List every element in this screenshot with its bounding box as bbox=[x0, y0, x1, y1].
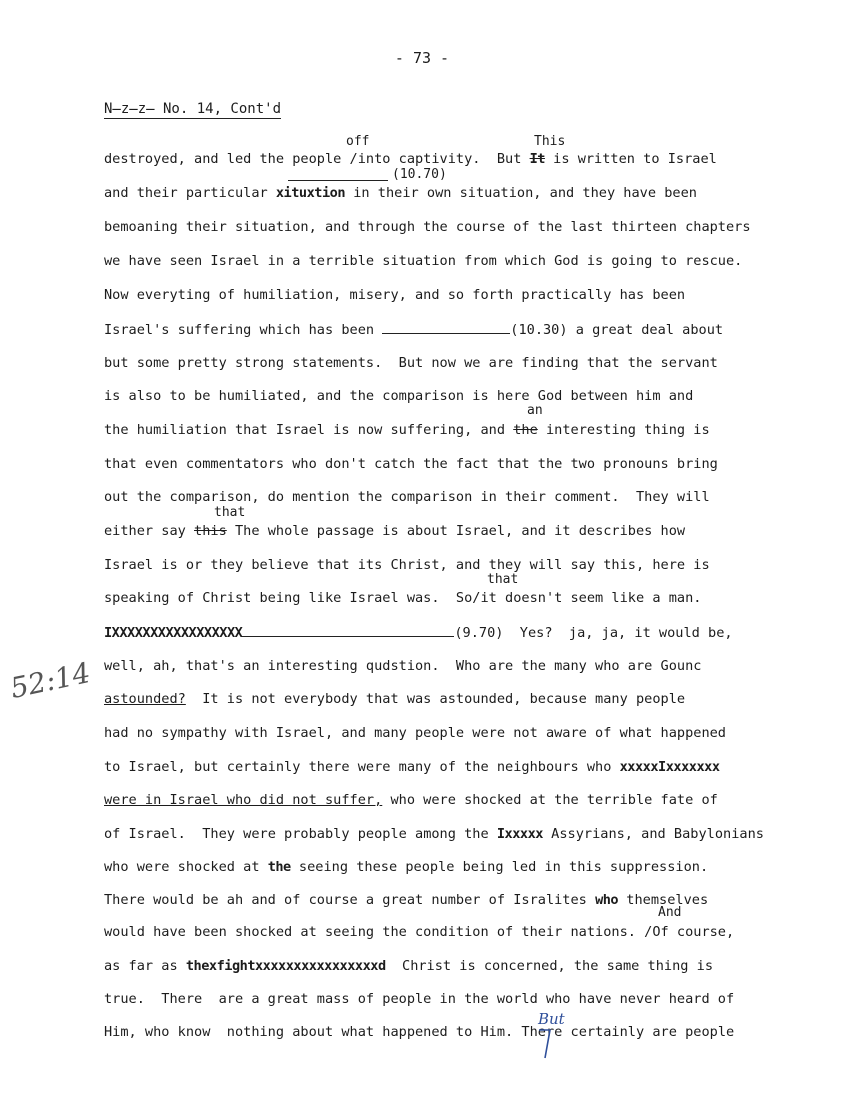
text-segment: It is not everybody that was astounded, because many people bbox=[185, 691, 686, 707]
text-segment: is written to Israel bbox=[544, 151, 717, 167]
text-segment: and their particular bbox=[104, 185, 276, 201]
text-segment: seeing these people being led in this suppression. bbox=[290, 859, 709, 875]
struck-text: thexfightxxxxxxxxxxxxxxxxd bbox=[185, 958, 386, 974]
insertion-that-2: that bbox=[487, 572, 519, 587]
underlined-text: astounded? bbox=[104, 691, 186, 707]
text-line-2 bbox=[104, 185, 697, 201]
text-segment: who were shocked at bbox=[104, 859, 268, 875]
text-segment: There certainly are people bbox=[513, 1024, 735, 1040]
reference-number: (9.70) bbox=[454, 625, 504, 641]
text-line-23 bbox=[104, 892, 708, 908]
text-line-1 bbox=[104, 151, 717, 167]
text-line-20 bbox=[104, 792, 718, 808]
text-segment: destroyed, and led the people /into captivity. But bbox=[104, 151, 530, 167]
struck-text: IXXXXXXXXXXXXXXXXX bbox=[104, 625, 243, 641]
text-segment: Israel's suffering which has been bbox=[104, 322, 383, 338]
text-line-9 bbox=[104, 422, 710, 438]
text-line-5: Now everyting of humiliation, misery, and so forth practically has been bbox=[104, 287, 686, 303]
struck-text: It bbox=[529, 151, 545, 167]
insertion-this: This bbox=[534, 134, 566, 149]
text-line-15 bbox=[104, 624, 733, 641]
margin-reference-note: 52:14 bbox=[7, 655, 94, 706]
text-segment: There would be ah and of course a great number of Isralites bbox=[104, 892, 596, 908]
text-line-10: that even commentators who don't catch the fact that the two pronouns bring bbox=[104, 456, 718, 472]
text-segment: Him, who know nothing about what happened to Him. bbox=[104, 1024, 514, 1040]
text-segment: themselves bbox=[618, 892, 709, 908]
text-line-24: would have been shocked at seeing the condition of their nations. /Of course, bbox=[104, 924, 735, 940]
text-line-16: well, ah, that's an interesting qudstion. Who are the many who are Gounc bbox=[104, 658, 702, 674]
text-line-11: out the comparison, do mention the comparison in their comment. They will bbox=[104, 489, 710, 505]
blank-line bbox=[242, 624, 454, 637]
struck-text: Ixxxxx bbox=[496, 826, 543, 842]
text-segment: either say bbox=[104, 523, 195, 539]
blank-line-10-70 bbox=[288, 180, 388, 181]
text-line-8: is also to be humiliated, and the comparison is here God between him and bbox=[104, 388, 694, 404]
struck-text: this bbox=[194, 523, 227, 539]
text-line-21 bbox=[104, 826, 764, 842]
text-line-3: bemoaning their situation, and through the course of the last thirteen chapters bbox=[104, 219, 751, 235]
reference-number: (10.30) bbox=[510, 322, 568, 338]
text-line-22 bbox=[104, 859, 708, 875]
text-line-12 bbox=[104, 523, 685, 539]
text-line-26: true. There are a great mass of people in the world who have never heard of bbox=[104, 991, 735, 1007]
insertion-ref-10-70: (10.70) bbox=[392, 167, 447, 182]
struck-text: the bbox=[267, 859, 291, 875]
text-segment: in their own situation, and they have been bbox=[345, 185, 697, 201]
text-line-25 bbox=[104, 958, 713, 974]
text-line-27 bbox=[104, 1024, 734, 1040]
struck-text: xxxxxIxxxxxxx bbox=[619, 759, 720, 775]
insertion-off: off bbox=[346, 134, 370, 149]
text-line-13: Israel is or they believe that its Christ, and they will say this, here is bbox=[104, 557, 710, 573]
insertion-and: And bbox=[658, 905, 682, 920]
text-segment: Yes? ja, ja, it would be, bbox=[503, 625, 733, 641]
section-heading: N̶z̶z̶ No. 14, Cont'd bbox=[104, 101, 282, 117]
text-line-17 bbox=[104, 691, 685, 707]
text-segment: were probably people among the bbox=[234, 826, 497, 842]
struck-text: xituxtion bbox=[275, 185, 346, 201]
handwritten-insert-mark bbox=[536, 1026, 556, 1060]
text-segment: the humiliation that Israel is now suffering, and bbox=[104, 422, 514, 438]
struck-text: the bbox=[513, 422, 538, 438]
text-line-7: but some pretty strong statements. But now we are finding that the servant bbox=[104, 355, 718, 371]
text-segment: to Israel, but certainly there were many of the neighbours who bbox=[104, 759, 620, 775]
text-line-14: speaking of Christ being like Israel was. So/it doesn't seem like a man. bbox=[104, 590, 702, 606]
text-segment: Christ is concerned, the same thing is bbox=[385, 958, 714, 974]
text-line-4: we have seen Israel in a terrible situation from which God is going to rescue. bbox=[104, 253, 743, 269]
page-number: - 73 - bbox=[394, 49, 450, 67]
blank-line bbox=[382, 321, 510, 334]
text-segment: Assyrians, and Babylonians bbox=[542, 826, 764, 842]
text-line-6 bbox=[104, 321, 723, 338]
text-segment: The whole passage is about Israel, and it describes how bbox=[226, 523, 686, 539]
text-line-18: had no sympathy with Israel, and many people were not aware of what happened bbox=[104, 725, 726, 741]
insertion-that-1: that bbox=[214, 505, 246, 520]
text-line-19 bbox=[104, 759, 720, 775]
text-segment: interesting thing is bbox=[537, 422, 710, 438]
text-segment: who were shocked at the terrible fate of bbox=[382, 792, 718, 808]
text-segment: of Israel. They bbox=[104, 826, 235, 842]
text-segment: as far as bbox=[104, 958, 186, 974]
insertion-an: an bbox=[527, 403, 543, 418]
struck-text: who bbox=[595, 892, 619, 908]
underlined-text: were in Israel who did not suffer, bbox=[104, 792, 383, 808]
handwritten-but-note: But bbox=[538, 1010, 565, 1028]
text-segment: a great deal about bbox=[567, 322, 724, 338]
